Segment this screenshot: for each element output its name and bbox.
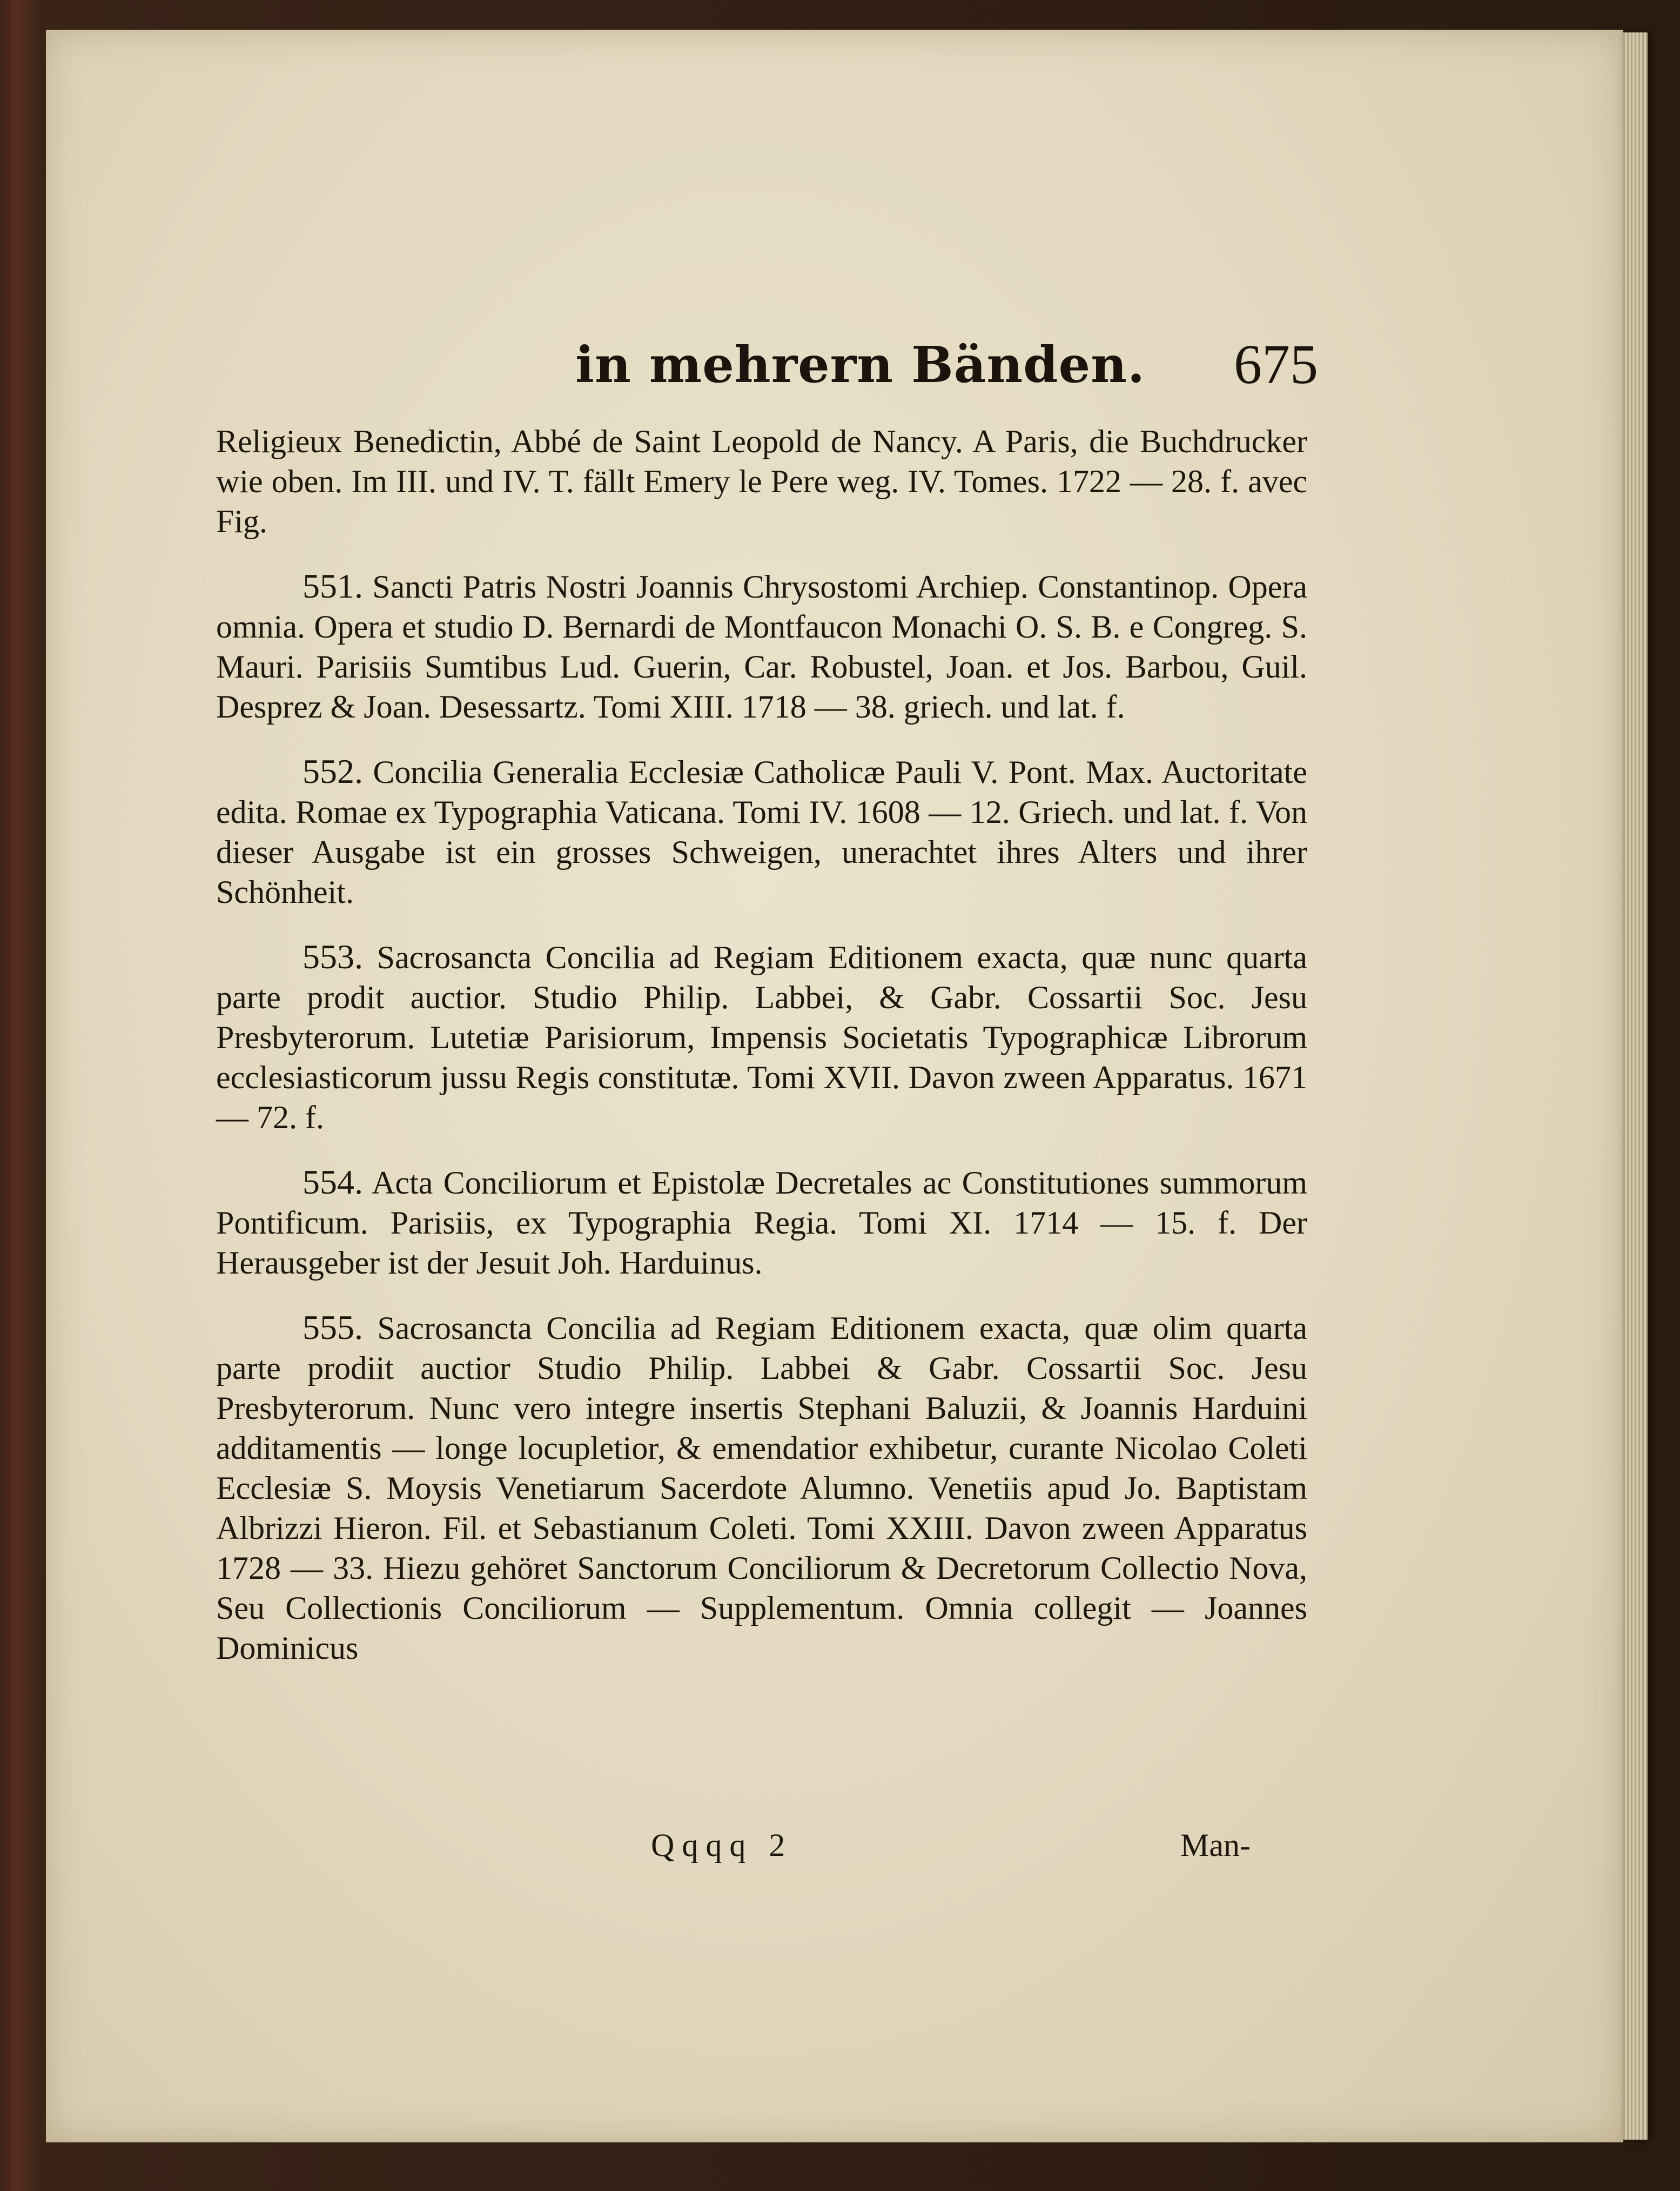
running-title: in mehrern Bänden.	[575, 336, 1146, 394]
entry-number: 553.	[303, 937, 363, 976]
catalog-entry-554	[216, 1162, 1307, 1283]
page-footer	[651, 1825, 1251, 1868]
entry-number: 554.	[303, 1163, 363, 1201]
entry-number: 555.	[303, 1308, 363, 1346]
entry-number: 552.	[303, 752, 363, 790]
page-stack-edge	[1623, 32, 1648, 2140]
catchword: Man-	[1180, 1827, 1251, 1863]
entry-text: Sacrosancta Concilia ad Regiam Editionem exacta, quæ nunc quarta parte prodit auctior. Studio Philip. Labbei, & Gabr. Cossartii Soc. Jesu Presbyterorum. Lutetiæ Parisiorum, Impensis Societatis Typographicæ Librorum ecclesiasticorum jussu Regis constitutæ. Tomi XVII. Davon zween Apparatus. 1671 — 72. f.	[216, 940, 1307, 1135]
entry-continuation	[216, 421, 1307, 541]
entry-text: Sancti Patris Nostri Joannis Chrysostomi Archiep. Constantinop. Opera omnia. Opera et studio D. Bernardi de Montfaucon Monachi O. S. B. e Congreg. S. Mauri. Parisiis Sumtibus Lud. Guerin, Car. Robustel, Joan. et Jos. Barbou, Guil. Desprez & Joan. Desessartz. Tomi XIII. 1718 — 38. griech. und lat. f.	[216, 569, 1307, 725]
page-number: 675	[1234, 333, 1318, 396]
catalog-entry-553	[216, 937, 1307, 1137]
entry-text: Acta Conciliorum et Epistolæ Decretales ac Constitutiones summorum Pontificum. Parisiis, ex Typographia Regia. Tomi XI. 1714 — 15. f. Der Herausgeber ist der Jesuit Joh. Harduinus.	[216, 1165, 1307, 1281]
page-header	[575, 332, 1318, 403]
entry-number: 551.	[303, 567, 363, 605]
catalog-entry-555	[216, 1308, 1307, 1668]
entry-text: Sacrosancta Concilia ad Regiam Editionem exacta, quæ olim quarta parte prodiit auctior Studio Philip. Labbei & Gabr. Cossartii Soc. Jesu Presbyterorum. Nunc vero integre insertis Stephani Baluzii, & Joannis Harduini additamentis — longe locupletior, & emendatior exhibetur, curante Nicolao Coleti Ecclesiæ S. Moysis Venetiarum Sacerdote Alumno. Venetiis apud Jo. Baptistam Albrizzi Hieron. Fil. et Sebastianum Coleti. Tomi XXIII. Davon zween Apparatus 1728 — 33. Hiezu gehöret Sanctorum Conciliorum & Decretorum Collectio Nova, Seu Collectionis Conciliorum — Supplementum. Omnia collegit — Joannes Dominicus	[216, 1310, 1308, 1666]
entry-text: Religieux Benedictin, Abbé de Saint Leopold de Nancy. A Paris, die Buchdrucker wie oben. Im III. und IV. T. fällt Emery le Pere weg. IV. Tomes. 1722 — 28. f. avec Fig.	[216, 424, 1307, 539]
catalog-entry-552	[216, 752, 1307, 912]
catalog-entry-551	[216, 566, 1307, 727]
signature-mark: Qqqq 2	[651, 1827, 793, 1863]
catalog-entries	[216, 421, 1307, 1668]
entry-text: Concilia Generalia Ecclesiæ Catholicæ Pauli V. Pont. Max. Auctoritate edita. Romae ex Typographia Vaticana. Tomi IV. 1608 — 12. Griech. und lat. f. Von dieser Ausgabe ist ein grosses Schweigen, unerachtet ihres Alters und ihrer Schönheit.	[216, 754, 1307, 910]
